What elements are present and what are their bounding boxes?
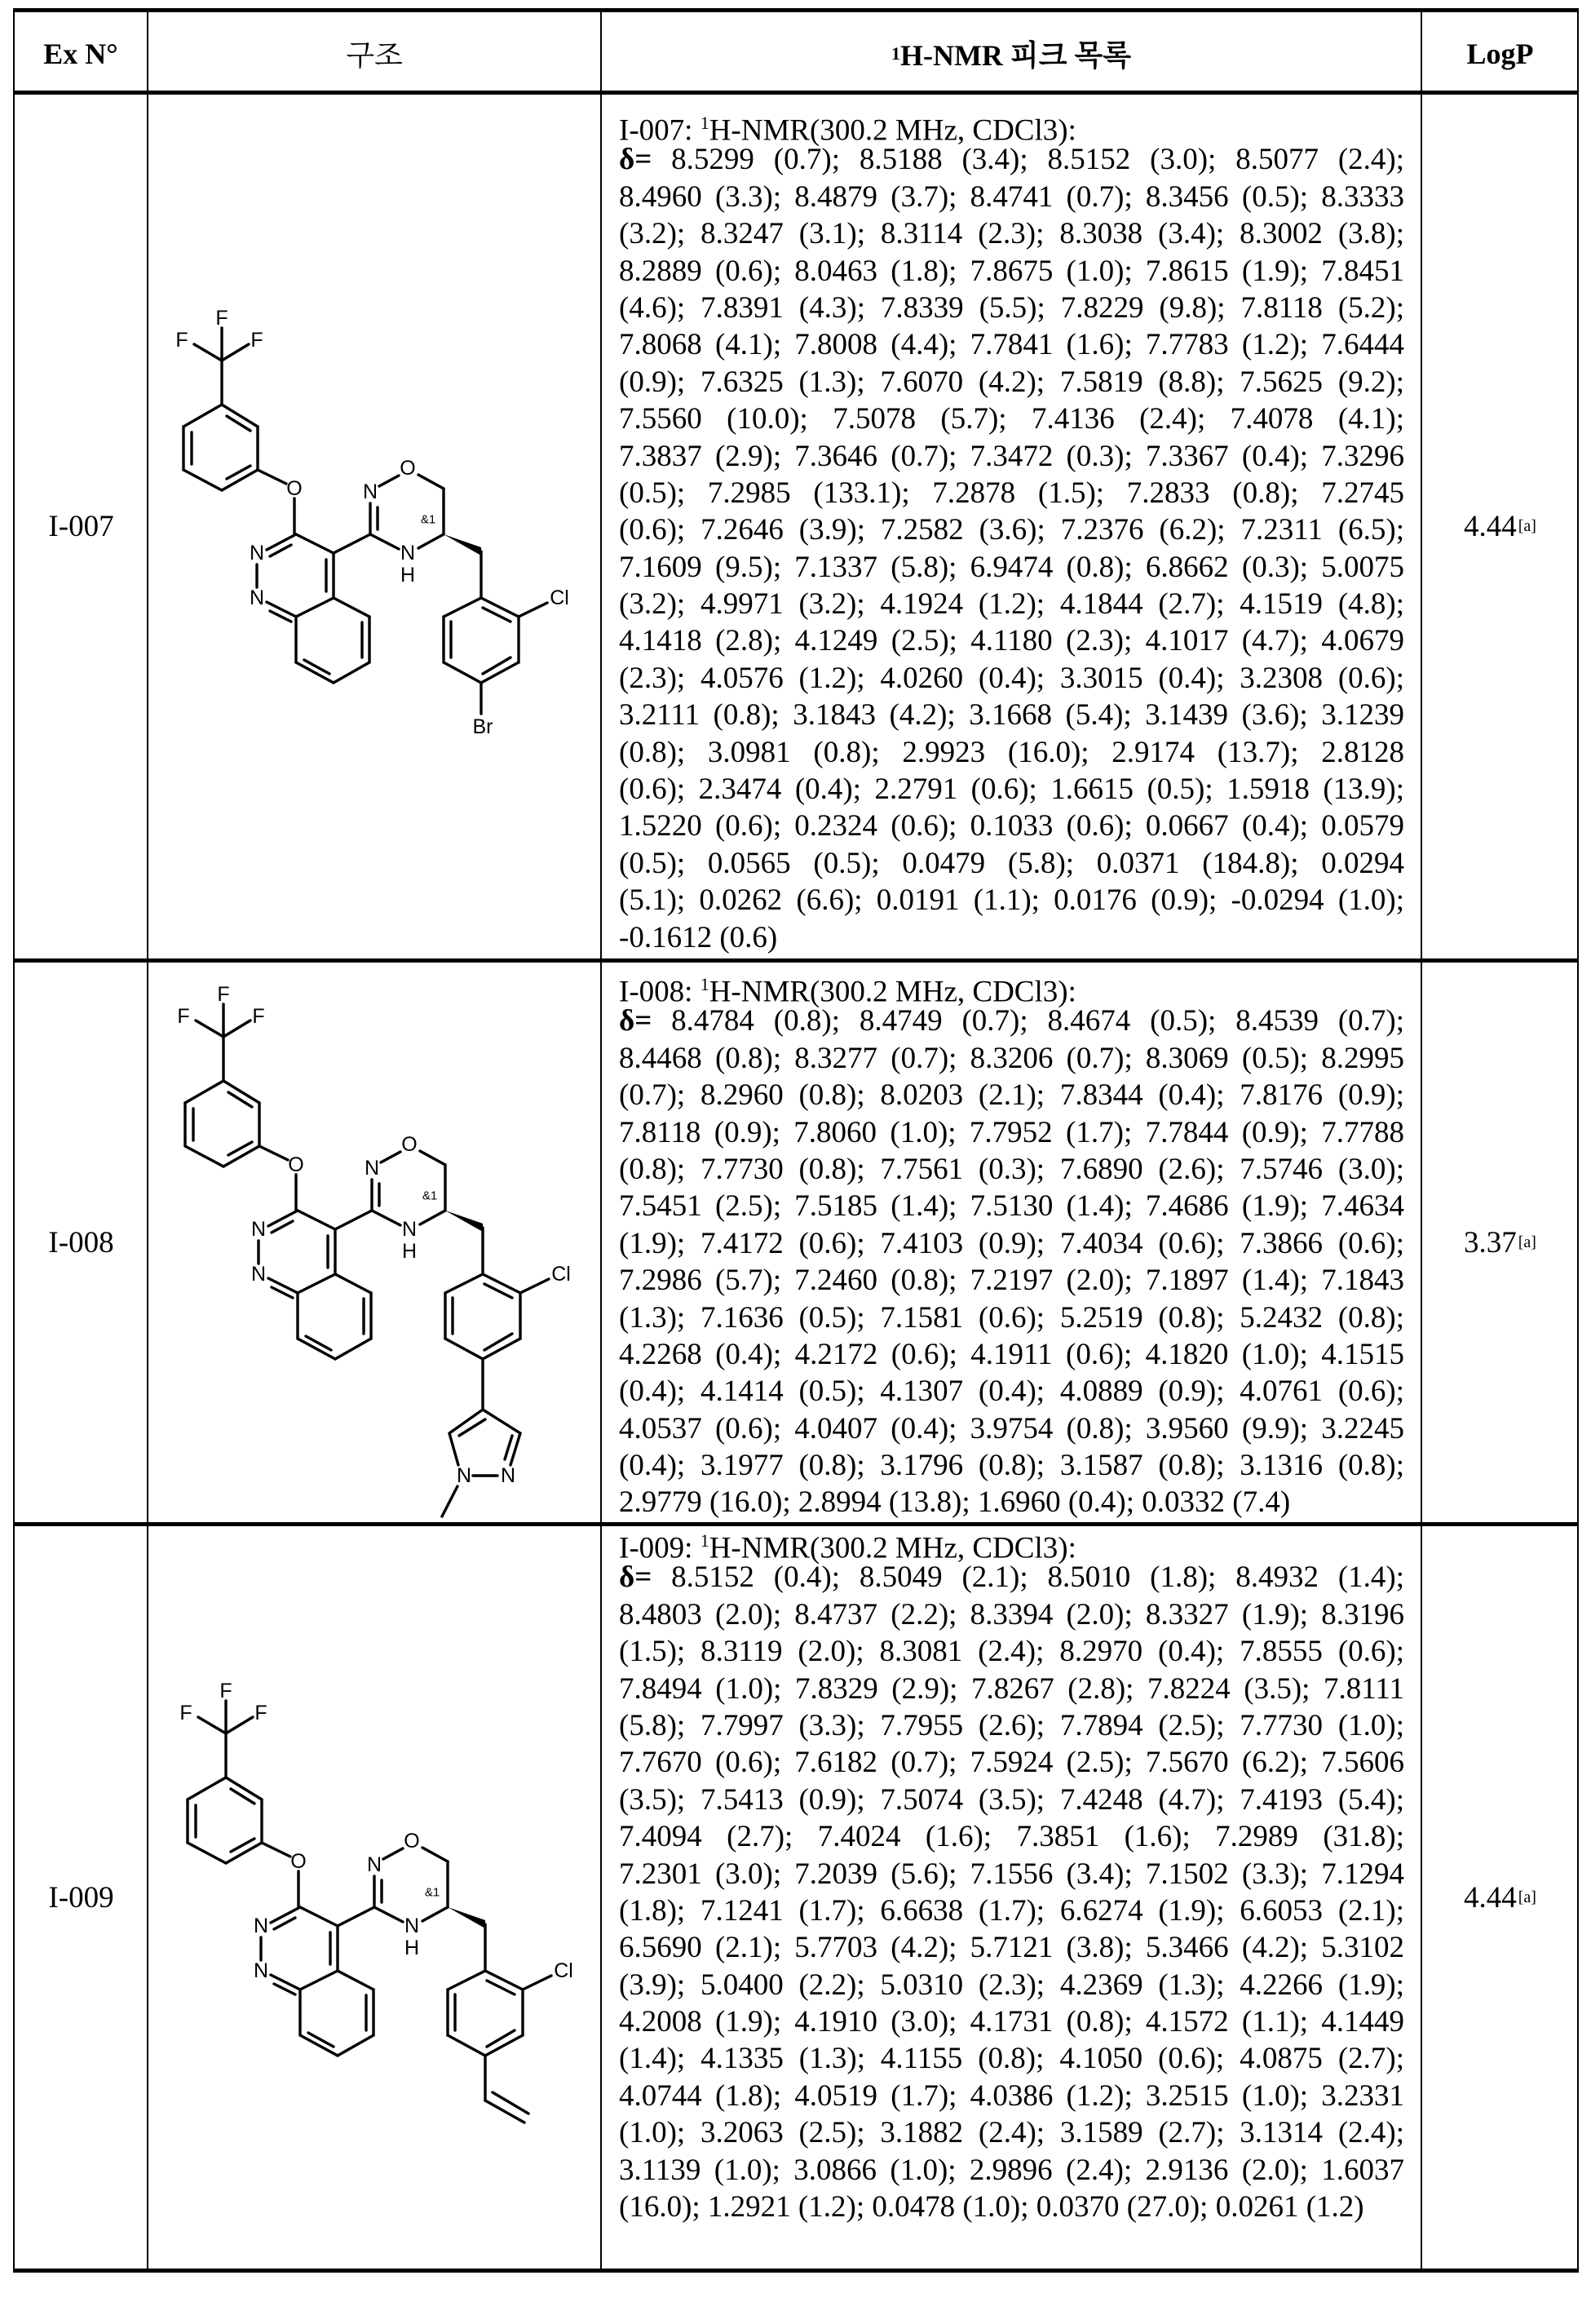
bond — [223, 1020, 250, 1037]
nmr-peak-text: 3.1139 (1.0); 3.0866 (1.0); 2.9896 (2.4); 2.9136 (2.0); 1.6037 — [619, 2154, 1404, 2187]
table-bottom-border — [13, 2269, 1579, 2273]
bond — [271, 1907, 300, 1923]
bond — [442, 1486, 457, 1516]
bond — [520, 1279, 549, 1293]
atom-label: N — [363, 480, 378, 503]
nmr-peak-text: 7.5451 (2.5); 7.5185 (1.4); 7.5130 (1.4); 7.4686 (1.9); 7.4634 — [619, 1189, 1404, 1223]
nmr-peak-line — [619, 919, 1404, 956]
atom-label: N — [251, 1263, 266, 1286]
nmr-peak-line — [619, 1782, 1404, 1818]
atom-label: O — [286, 477, 302, 500]
bond — [374, 1907, 403, 1922]
logp-value — [1422, 95, 1578, 958]
atom-label: H — [402, 1240, 417, 1263]
nmr-peak-line — [619, 1559, 1404, 1596]
bond — [194, 344, 222, 361]
header-ex-no-label: Ex N° — [43, 37, 117, 71]
nmr-peak-text: (0.4); 3.1977 (0.8); 3.1796 (0.8); 3.1587 (0.8); 3.1316 (0.8); — [619, 1449, 1404, 1482]
bond — [188, 1843, 226, 1863]
nmr-peak-text: (5.1); 0.0262 (6.6); 0.0191 (1.1); 0.0176 (0.9); -0.0294 (1.0); — [619, 883, 1404, 917]
atom-label: H — [404, 1937, 419, 1959]
nmr-peak-text: (0.4); 4.1414 (0.5); 4.1307 (0.4); 4.0889 (0.9); 4.0761 (0.6); — [619, 1374, 1404, 1408]
nmr-peak-text: 2.9779 (16.0); 2.8994 (13.8); 1.6960 (0.4); 0.0332 (7.4) — [619, 1485, 1290, 1519]
logp-value — [1422, 1526, 1578, 2269]
nmr-title-conditions: H-NMR(300.2 MHz, CDCl3): — [709, 1531, 1076, 1565]
chemical-structure — [149, 970, 590, 1541]
row-divider — [13, 958, 1579, 963]
bond — [258, 470, 286, 484]
nmr-peak-line — [619, 1929, 1404, 1966]
header-structure-label: 구조 — [346, 33, 403, 74]
bond — [379, 476, 399, 486]
delta-symbol: δ= — [619, 1560, 652, 1594]
header-logp-label: LogP — [1466, 37, 1533, 71]
column-divider — [600, 10, 602, 2272]
nmr-title-conditions: H-NMR(300.2 MHz, CDCl3): — [709, 975, 1076, 1008]
nmr-peak-line — [619, 401, 1404, 437]
nmr-peak-line — [619, 2003, 1404, 2040]
bond — [422, 1848, 448, 1861]
nmr-peak-text: 7.3837 (2.9); 7.3646 (0.7); 7.3472 (0.3); 7.3367 (0.4); 7.3296 — [619, 440, 1404, 473]
bond — [459, 1419, 485, 1436]
bond — [222, 344, 249, 361]
bond — [334, 598, 369, 617]
nmr-peak-text: (16.0); 1.2921 (1.2); 0.0478 (1.0); 0.0370 (27.0); 0.0261 (1.2) — [619, 2190, 1364, 2224]
nmr-peak-text: (1.4); 4.1335 (1.3); 4.1155 (0.8); 4.1050 (0.6); 4.0875 (2.7); — [619, 2042, 1404, 2075]
nmr-peak-line — [619, 1484, 1404, 1521]
logp-footnote: [a] — [1518, 517, 1536, 536]
bond — [188, 1777, 226, 1799]
atom-label: Br — [473, 715, 493, 738]
bond — [484, 1334, 512, 1350]
bond — [483, 1274, 520, 1293]
nmr-peak-line — [619, 475, 1404, 511]
nmr-peak-line — [619, 1596, 1404, 1633]
bond — [372, 1211, 400, 1225]
nmr-title-id: I-008: — [619, 975, 700, 1008]
chemical-structure — [148, 294, 588, 865]
atom-label: Cl — [554, 1959, 573, 1982]
nmr-peak-text: 7.2301 (3.0); 7.2039 (5.6); 7.1556 (3.4); 7.1502 (3.3); 7.1294 — [619, 1857, 1404, 1891]
bond — [483, 1410, 520, 1433]
nmr-peak-text: 4.0537 (0.6); 4.0407 (0.4); 3.9754 (0.8); 3.9560 (9.9); 3.2245 — [619, 1412, 1404, 1445]
atom-label: F — [219, 1680, 232, 1702]
bond — [483, 657, 510, 674]
nmr-peak-line — [619, 215, 1404, 252]
atom-label: F — [215, 307, 228, 330]
bond — [335, 1339, 371, 1359]
atom-label: H — [400, 564, 415, 587]
atom-label: &1 — [425, 1886, 440, 1900]
nmr-peak-text: (1.9); 7.4172 (0.6); 7.4103 (0.9); 7.4034 (0.6); 7.3866 (0.6); — [619, 1227, 1404, 1260]
header-logp — [1422, 14, 1578, 93]
nmr-peak-line — [619, 2114, 1404, 2151]
bond — [448, 2035, 485, 2056]
nmr-peak-text: (0.6); 7.2646 (3.9); 7.2582 (3.6); 7.2376 (6.2); 7.2311 (6.5); — [619, 513, 1404, 547]
atom-label: N — [250, 587, 264, 609]
example-id-label: I-008 — [48, 1225, 113, 1260]
bond — [267, 534, 296, 550]
nmr-peak-line — [619, 2152, 1404, 2189]
nmr-peak-line — [619, 1744, 1404, 1781]
nmr-peak-line — [619, 1410, 1404, 1447]
atom-label: F — [175, 329, 188, 352]
example-id-label: I-009 — [48, 1880, 113, 1915]
header-nmr — [602, 14, 1421, 93]
nmr-peak-line — [619, 1262, 1404, 1299]
nmr-peak-text: (1.3); 7.1636 (0.5); 7.1581 (0.6); 5.2519 (0.8); 5.2432 (0.8); — [619, 1301, 1404, 1335]
nmr-peak-line — [619, 1003, 1404, 1039]
delta-symbol: δ= — [619, 1004, 652, 1038]
nmr-peak-line — [619, 364, 1404, 401]
nmr-peak-text: (3.9); 5.0400 (2.2); 5.0310 (2.3); 4.2369 (1.3); 4.2266 (1.9); — [619, 1968, 1404, 2002]
bond — [196, 1020, 223, 1037]
atom-label: N — [400, 542, 415, 564]
nmr-peak-line — [619, 1707, 1404, 1744]
nmr-peak-text: 7.2986 (5.7); 7.2460 (0.8); 7.2197 (2.0); 7.1897 (1.4); 7.1843 — [619, 1264, 1404, 1297]
atom-label: N — [365, 1157, 379, 1180]
nmr-peak-text: 4.0744 (1.8); 4.0519 (1.7); 4.0386 (1.2); 3.2515 (1.0); 3.2331 — [619, 2079, 1404, 2113]
bond — [418, 475, 444, 489]
logp-value — [1422, 963, 1578, 1522]
logp-number: 4.44 — [1464, 509, 1517, 544]
nmr-title-sup: 1 — [700, 1530, 709, 1551]
nmr-peak-line — [619, 1856, 1404, 1892]
nmr-peak-line — [619, 290, 1404, 326]
bond — [300, 1971, 338, 1990]
nmr-peak-line — [619, 1151, 1404, 1188]
atom-label: N — [250, 542, 264, 564]
nmr-peak-line — [619, 1671, 1404, 1707]
example-id-label: I-007 — [48, 509, 113, 544]
header-ex-no — [15, 14, 147, 93]
bond — [420, 1211, 445, 1224]
bond — [226, 1717, 253, 1733]
bond — [338, 2035, 373, 2056]
nmr-peak-text: (1.5); 8.3119 (2.0); 8.3081 (2.4); 8.2970 (0.4); 7.8555 (0.6); — [619, 1635, 1404, 1668]
nmr-peak-text: -0.1612 (0.6) — [619, 921, 777, 954]
nmr-peak-line — [619, 511, 1404, 548]
bond — [183, 405, 222, 427]
nmr-peak-text: (4.6); 7.8391 (4.3); 7.8339 (5.5); 7.8229 (9.8); 7.8118 (5.2); — [619, 291, 1404, 325]
nmr-title-conditions: H-NMR(300.2 MHz, CDCl3): — [709, 113, 1076, 147]
bond — [262, 1843, 290, 1857]
header-nmr-label: H-NMR 피크 목록 — [900, 33, 1131, 74]
nmr-title-sup: 1 — [700, 113, 709, 133]
nmr-peak-line — [619, 771, 1404, 808]
nmr-peak-list — [619, 104, 1404, 956]
nmr-peak-line — [619, 660, 1404, 697]
bond — [228, 1092, 252, 1107]
nmr-peak-text: 8.4784 (0.8); 8.4749 (0.7); 8.4674 (0.5); 8.4539 (0.7); — [652, 1004, 1404, 1038]
nmr-peak-line — [619, 1188, 1404, 1224]
atom-label: F — [254, 1702, 267, 1724]
nmr-title-sup: 1 — [700, 974, 709, 994]
nmr-peak-text: 8.4960 (3.3); 8.4879 (3.7); 8.4741 (0.7); 8.3456 (0.5); 8.3333 — [619, 180, 1404, 214]
nmr-peak-list — [619, 1522, 1404, 2225]
bond — [445, 1339, 483, 1359]
nmr-peak-text: (3.5); 7.5413 (0.9); 7.5074 (3.5); 7.4248 (4.7); 7.4193 (5.4); — [619, 1783, 1404, 1817]
bond — [298, 1274, 335, 1293]
nmr-peak-line — [619, 1040, 1404, 1077]
nmr-peak-line — [619, 253, 1404, 290]
bond — [505, 1436, 512, 1459]
bond — [383, 1848, 403, 1859]
atom-label: N — [254, 1915, 268, 1937]
atom-label: O — [401, 1133, 417, 1156]
atom-label: O — [288, 1153, 303, 1176]
bond — [418, 534, 444, 548]
nmr-peak-line — [619, 1447, 1404, 1484]
nmr-peak-text: (0.9); 7.6325 (1.3); 7.6070 (4.2); 7.5819 (8.8); 7.5625 (9.2); — [619, 365, 1404, 399]
bond — [267, 602, 296, 617]
bond — [420, 1151, 445, 1165]
nmr-peak-line — [619, 808, 1404, 844]
nmr-peak-line — [619, 2040, 1404, 2077]
nmr-peak-line — [619, 1225, 1404, 1262]
bond — [334, 662, 369, 683]
nmr-peak-text: 7.8118 (0.9); 7.8060 (1.0); 7.7952 (1.7); 7.7844 (0.9); 7.7788 — [619, 1116, 1404, 1149]
nmr-peak-line — [619, 586, 1404, 622]
atom-label: F — [250, 329, 263, 352]
atom-label: &1 — [422, 1189, 437, 1203]
atom-label: &1 — [421, 513, 435, 527]
nmr-peak-text: (0.5); 7.2985 (133.1); 7.2878 (1.5); 7.2833 (0.8); 7.2745 — [619, 476, 1404, 510]
logp-footnote: [a] — [1518, 1233, 1536, 1252]
nmr-peak-text: 8.2889 (0.6); 8.0463 (1.8); 7.8675 (1.0); 7.8615 (1.9); 7.8451 — [619, 255, 1404, 288]
nmr-data-table — [0, 0, 1591, 2324]
nmr-peak-line — [619, 1114, 1404, 1151]
bond — [198, 1717, 226, 1733]
nmr-peak-text: (0.6); 2.3474 (0.4); 2.2791 (0.6); 1.6615 (0.5); 1.5918 (13.9); — [619, 772, 1404, 806]
bond — [370, 534, 399, 549]
nmr-peak-text: 4.2008 (1.9); 4.1910 (3.0); 4.1731 (0.8); 4.1572 (1.1); 4.1449 — [619, 2005, 1404, 2038]
header-nmr-sup: 1 — [891, 43, 900, 64]
nmr-peak-text: 7.7670 (0.6); 7.6182 (0.7); 7.5924 (2.5); 7.5670 (6.2); 7.5606 — [619, 1746, 1404, 1779]
bond — [268, 1278, 298, 1293]
bond — [519, 603, 547, 617]
logp-number: 3.37 — [1464, 1225, 1517, 1260]
nmr-peak-text: 8.4468 (0.8); 8.3277 (0.7); 8.3206 (0.7); 8.3069 (0.5); 8.2995 — [619, 1042, 1404, 1075]
nmr-peak-text: 4.1418 (2.8); 4.1249 (2.5); 4.1180 (2.3); 4.1017 (4.7); 4.0679 — [619, 624, 1404, 657]
bond — [183, 470, 222, 490]
bond — [493, 2092, 528, 2114]
nmr-peak-line — [619, 1818, 1404, 1855]
bond — [334, 534, 370, 553]
bond — [185, 1081, 223, 1103]
bond — [308, 2033, 334, 2047]
stereo-wedge-bond — [448, 1907, 485, 1928]
bond — [523, 1976, 551, 1990]
atom-label: F — [179, 1702, 192, 1724]
bond — [487, 2030, 515, 2047]
bond — [335, 1274, 371, 1293]
bond — [338, 1971, 373, 1990]
bond — [481, 598, 519, 617]
nmr-peak-text: (0.8); 3.0981 (0.8); 2.9923 (16.0); 2.9174 (13.7); 2.8128 — [619, 736, 1404, 769]
bond — [185, 1146, 223, 1166]
atom-label: Cl — [550, 587, 569, 609]
nmr-peak-text: 1.5220 (0.6); 0.2324 (0.6); 0.1033 (0.6); 0.0667 (0.4); 0.0579 — [619, 809, 1404, 843]
bond — [271, 1975, 300, 1990]
nmr-peak-text: (0.5); 0.0565 (0.5); 0.0479 (5.8); 0.0371 (184.8); 0.0294 — [619, 847, 1404, 880]
bond — [296, 534, 334, 553]
nmr-peak-text: 4.2268 (0.4); 4.2172 (0.6); 4.1911 (0.6); 4.1820 (1.0); 4.1515 — [619, 1338, 1404, 1371]
atom-label: O — [404, 1830, 419, 1853]
bond — [304, 660, 329, 674]
nmr-peak-text: (3.2); 8.3247 (3.1); 8.3114 (2.3); 8.3038 (3.4); 8.3002 (3.8); — [619, 217, 1404, 250]
bond — [306, 1336, 331, 1350]
atom-label: Cl — [551, 1263, 571, 1286]
nmr-peak-text: (3.2); 4.9971 (3.2); 4.1924 (1.2); 4.1844 (2.7); 4.1519 (4.8); — [619, 587, 1404, 621]
stereo-wedge-bond — [445, 1211, 483, 1232]
nmr-peak-line — [619, 326, 1404, 363]
atom-label: N — [367, 1853, 382, 1876]
nmr-peak-text: (1.8); 7.1241 (1.7); 6.6638 (1.7); 6.6274 (1.9); 6.6053 (2.1); — [619, 1894, 1404, 1928]
nmr-peak-line — [619, 1336, 1404, 1373]
bond — [444, 598, 481, 617]
nmr-peak-line — [619, 2189, 1404, 2225]
nmr-title-id: I-007: — [619, 113, 700, 147]
atom-label: N — [402, 1218, 417, 1241]
nmr-title-id: I-009: — [619, 1531, 700, 1565]
table-top-border — [13, 8, 1579, 12]
nmr-peak-line — [619, 179, 1404, 215]
nmr-peak-line — [619, 1892, 1404, 1929]
bond — [445, 1274, 483, 1293]
nmr-peak-line — [619, 622, 1404, 659]
atom-label: O — [400, 457, 415, 480]
nmr-peak-text: 8.4803 (2.0); 8.4737 (2.2); 8.3394 (2.0); 8.3327 (1.9); 8.3196 — [619, 1598, 1404, 1631]
logp-number: 4.44 — [1464, 1880, 1517, 1915]
atom-label: N — [254, 1959, 268, 1982]
atom-label: F — [217, 983, 229, 1006]
nmr-peak-text: 7.8494 (1.0); 7.8329 (2.9); 7.8267 (2.8); 7.8224 (3.5); 7.8111 — [619, 1672, 1404, 1706]
atom-label: F — [252, 1005, 264, 1028]
nmr-peak-text: 8.5152 (0.4); 8.5049 (2.1); 8.5010 (1.8); 8.4932 (1.4); — [652, 1560, 1404, 1594]
bond — [338, 1907, 374, 1926]
bond — [444, 662, 481, 683]
nmr-title — [619, 966, 1404, 1003]
bond — [485, 2100, 524, 2123]
nmr-peak-text: 7.1609 (9.5); 7.1337 (5.8); 6.9474 (0.8); 6.8662 (0.3); 5.0075 — [619, 551, 1404, 584]
nmr-peak-line — [619, 1967, 1404, 2003]
nmr-peak-line — [619, 845, 1404, 882]
example-id — [15, 1526, 148, 2269]
bond — [296, 598, 334, 617]
nmr-peak-text: 7.4094 (2.7); 7.4024 (1.6); 7.3851 (1.6); 7.2989 (31.8); — [619, 1820, 1404, 1853]
delta-symbol: δ= — [619, 143, 652, 176]
nmr-peak-text: 8.5299 (0.7); 8.5188 (3.4); 8.5152 (3.0); 8.5077 (2.4); — [652, 143, 1404, 176]
bond — [259, 1146, 288, 1160]
nmr-peak-text: 6.5690 (2.1); 5.7703 (4.2); 5.7121 (3.8); 5.3466 (4.2); 5.3102 — [619, 1931, 1404, 1964]
nmr-peak-line — [619, 734, 1404, 771]
nmr-peak-text: (0.7); 8.2960 (0.8); 8.0203 (2.1); 7.8344 (0.4); 7.8176 (0.9); — [619, 1078, 1404, 1112]
example-id — [15, 963, 148, 1522]
nmr-peak-line — [619, 1633, 1404, 1670]
atom-label: O — [290, 1850, 306, 1873]
atom-label: F — [177, 1005, 189, 1028]
chemical-structure — [152, 1667, 592, 2238]
bond — [422, 1907, 448, 1921]
bond — [268, 1211, 298, 1226]
logp-footnote: [a] — [1518, 1888, 1536, 1907]
atom-label: N — [501, 1464, 515, 1487]
nmr-peak-line — [619, 438, 1404, 475]
stereo-wedge-bond — [444, 534, 481, 556]
bond — [227, 416, 250, 431]
nmr-peak-text: 7.8068 (4.1); 7.8008 (4.4); 7.7841 (1.6); 7.7783 (1.2); 7.6444 — [619, 328, 1404, 361]
nmr-peak-list — [619, 966, 1404, 1521]
atom-label: N — [251, 1218, 266, 1241]
bond — [298, 1211, 335, 1229]
nmr-peak-text: (0.8); 7.7730 (0.8); 7.7561 (0.3); 7.6890 (2.6); 7.5746 (3.0); — [619, 1153, 1404, 1186]
bond — [231, 1789, 254, 1804]
bond — [448, 1971, 485, 1990]
nmr-peak-line — [619, 141, 1404, 178]
bond — [449, 1410, 483, 1433]
bond — [485, 1971, 523, 1990]
nmr-peak-text: 7.5560 (10.0); 7.5078 (5.7); 7.4136 (2.4); 7.4078 (4.1); — [619, 402, 1404, 436]
nmr-peak-text: 3.2111 (0.8); 3.1843 (4.2); 3.1668 (5.4); 3.1439 (3.6); 3.1239 — [619, 698, 1404, 732]
nmr-peak-line — [619, 697, 1404, 733]
bond — [381, 1152, 400, 1162]
nmr-peak-line — [619, 2078, 1404, 2114]
bond — [300, 1907, 338, 1926]
header-structure — [148, 14, 600, 93]
bond — [449, 1433, 458, 1465]
nmr-peak-text: (5.8); 7.7997 (3.3); 7.7955 (2.6); 7.7894 (2.5); 7.7730 (1.0); — [619, 1709, 1404, 1742]
nmr-peak-line — [619, 1077, 1404, 1113]
nmr-peak-text: (2.3); 4.0576 (1.2); 4.0260 (0.4); 3.3015 (0.4); 3.2308 (0.6); — [619, 662, 1404, 695]
nmr-peak-line — [619, 549, 1404, 586]
nmr-peak-line — [619, 1373, 1404, 1410]
nmr-peak-line — [619, 1299, 1404, 1336]
atom-label: N — [457, 1464, 471, 1487]
nmr-title — [619, 1522, 1404, 1559]
example-id — [15, 95, 148, 958]
nmr-peak-text: (1.0); 3.2063 (2.5); 3.1882 (2.4); 3.1589 (2.7); 3.1314 (2.4); — [619, 2116, 1404, 2149]
nmr-peak-line — [619, 882, 1404, 919]
nmr-title — [619, 104, 1404, 141]
bond — [335, 1211, 372, 1229]
atom-label: N — [404, 1915, 419, 1937]
